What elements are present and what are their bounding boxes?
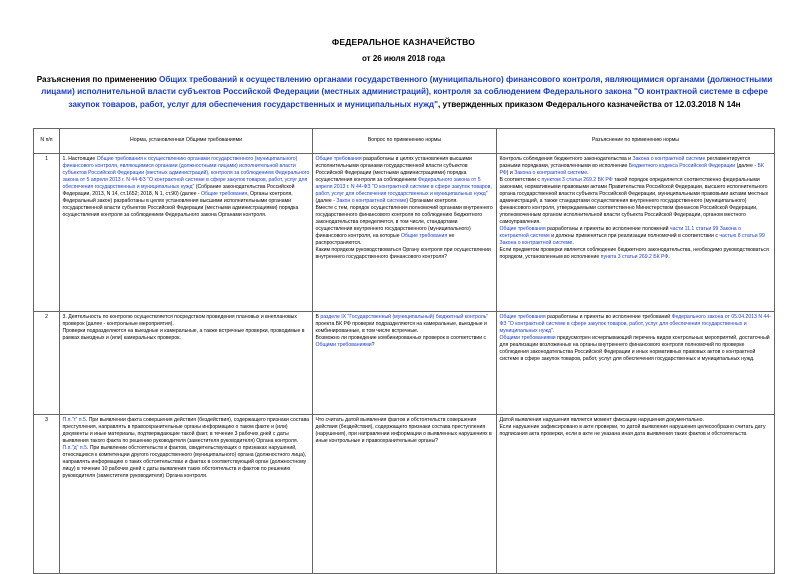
document-link[interactable]: Федерального закона от 5 апреля 2013 г. N 44-ФЗ "О контрактной системе в сфере закупок товаров, работ, услуг для обеспечения государственных и муниципальных нужд" (315, 176, 492, 197)
document-date: от 26 июля 2018 года (361, 54, 446, 63)
table-row (34, 415, 775, 574)
document-link[interactable]: Общие требования (201, 190, 248, 197)
cell-text: разработаны и приняты во исполнение положений (545, 225, 670, 232)
cell-text: разработаны и приняты во исполнение требований (545, 313, 672, 320)
document-link[interactable]: разделе IX "Государственный (муниципальный) бюджетный контроль" (320, 313, 489, 320)
cell-text: и должны применяться при реализации полномочий в соответствии с (549, 233, 720, 240)
cell-text: Каким порядком руководствоваться Органу контроля при осуществлении внутреннего государственного финансового контроля? (315, 247, 491, 261)
cell-text: разработаны в целях установления высшими исполнительными органами государственной власти субъектов Российской Федерации (местными администрациями) порядка осуществления контроля за соблюдением (315, 155, 472, 183)
cell-text: проекта БК РФ проверки подразделяются на камеральные, выездные и комбинированные, в том числе встречные. (315, 320, 487, 334)
table-row (34, 312, 775, 415)
cell-text: , Органы контроля, Федеральный закон) разработаны в целях установления высшими исполнительными органами государственной власти субъектов Российской Федерации (местными администрациями) порядка осуществления контроля за соблюдением Федерального закона Органами контроля. (62, 190, 299, 218)
document-link[interactable]: Общие требования (401, 233, 448, 240)
document-link[interactable]: части 11.1 статьи 99 Закона о контрактной системе (499, 225, 741, 240)
cell-text: Контроль соблюдения бюджетного законодательства и (499, 155, 633, 162)
header-question: Вопрос по применению нормы (313, 129, 497, 154)
document-link[interactable]: П.п."г" п.5 (62, 416, 86, 423)
title-link[interactable]: Общих требований к осуществлению органами государственного (муниципального) финансового контроля, являющимися органами (должностными лицами) исполнительной власти субъектов Российской Федерации (местных администраций), контроля за соблюдением Федерального закона "О контрактной системе в сфере закупок товаров, работ, услуг для обеспечения государственных и муниципальных нужд" (41, 75, 773, 109)
answer-cell (497, 415, 775, 574)
document-link[interactable]: пункта 3 статьи 269.2 БК РФ (600, 254, 669, 261)
cell-text: 3. Деятельность по контролю осуществляется посредством проведения плановых и внеплановых проверок (далее - контрольные мероприятия). (62, 313, 297, 327)
cell-text: Возможно ли проведение комбинированных проверок в соответствии с (315, 334, 487, 341)
cell-text: Вместе с тем, порядок осуществления полномочий органами внутреннего государственного финансового контроля по соблюдению бюджетного законодательства определяется, в том числе, стандартами осуществления внутреннего государственного (муниципального) финансового контроля, на которые (315, 204, 493, 240)
cell-text: ? (371, 341, 375, 348)
header-answer: Разъяснение по применению нормы (497, 129, 775, 154)
question-cell (313, 154, 497, 312)
question-cell (313, 415, 497, 574)
document-link[interactable]: Общие требования к осуществлению органами государственного (муниципального) финансового контроля, являющимися органами (должностными лицами) исполнительной власти субъектов Российской Федерации (местных администраций), контроля за соблюдением Федерального закона от 5 апреля 2013 г. N 44-ФЗ "О контрактной системе в сфере закупок товаров, работ, услуг для обеспечения государственных и муниципальных нужд" (62, 155, 310, 190)
clarification-table (33, 128, 775, 574)
cell-text: 1. Настоящие (62, 155, 97, 162)
cell-text: . (587, 169, 589, 176)
cell-text: . При выявлении факта совершения действия (бездействия), содержащего признаки состава преступления, направлять в правоохранительные органы информацию о таком факте и (или) документы и иные материалы, подтверждающие такой факт, в течение 3 рабочих дней с даты выявления такого факта по решению руководителя (заместителя руководителя) Органа контроля. (62, 416, 310, 444)
cell-text: Если нарушение зафиксировано в акте проверки, то датой выявления нарушения целесообразно считать дату подписания акта проверки, если в акте не указана иная дата выявления таких фактов и обстоятельств. (499, 423, 766, 437)
document-link[interactable]: БК РФ (499, 162, 764, 176)
document-link[interactable]: Закон о контрактной системе (336, 197, 407, 204)
cell-text: . При выявлении обстоятельств и фактов, свидетельствующих о признаках нарушений, относящихся к компетенции другого государственного (муниципального) органа (должностного лица), направлять информацию о таких обстоятельствах и фактах в соответствующий орган (должностному лицу) в течение 10 рабочих дней с даты выявления таких обстоятельств и фактов по решению руководителя (заместителя руководителя) Органа контроля. (62, 444, 307, 479)
answer-cell (497, 312, 775, 415)
cell-text: . (572, 240, 574, 247)
norm-cell (60, 415, 313, 574)
document-link[interactable]: Общие требования (315, 155, 362, 162)
document-link[interactable]: Общими требованиями (315, 341, 372, 348)
cell-text: не распространяются. (315, 233, 455, 247)
title-suffix: , утвержденных приказом Федерального казначейства от 12.03.2018 N 14н (438, 99, 741, 109)
document-link[interactable]: пунктом 3 статьи 269.2 БК РФ (541, 176, 613, 183)
document-link[interactable]: Бюджетного кодекса Российской Федерации (628, 162, 736, 169)
cell-text: Что считать датой выявления фактов и обстоятельств совершения действия (бездействия), содержащего признаки состава преступления (нарушения), при направлении информации о выявленных нарушениях в иные контрольные и правоохранительные органы? (315, 416, 492, 444)
document-link[interactable]: Общие требования (499, 313, 546, 320)
document-link[interactable]: Общими требованиями (499, 334, 556, 341)
cell-text: Датой выявления нарушения является момент фиксации нарушения документально. (499, 416, 704, 423)
cell-text: ) и (506, 169, 515, 176)
document-link[interactable]: Закона о контрактной системе (632, 155, 706, 162)
title-prefix: Разъяснения по применению (36, 75, 159, 84)
cell-text: регламентируется разными порядками, установленными во исполнение (499, 155, 751, 169)
header-number: N п/п (34, 129, 60, 154)
document-link[interactable]: частью 8 статьи 99 Закона о контрактной системе (499, 233, 765, 247)
org-heading: ФЕДЕРАЛЬНОЕ КАЗНАЧЕЙСТВО (331, 37, 476, 47)
cell-text: (далее - (735, 162, 758, 169)
header-norm: Норма, установленная Общими требованиями (60, 129, 313, 154)
cell-text: . (668, 254, 670, 261)
cell-text: В соответствии с (499, 176, 542, 183)
question-cell (313, 312, 497, 415)
cell-text: Проверки подразделяются на выездные и камеральные, а также встречные проверки, проводимые в рамках выездных и (или) камеральных проверок. (62, 327, 305, 341)
cell-text: . (552, 327, 555, 334)
table-row (34, 154, 775, 312)
cell-text: (Собрание законодательства Российской Федерации, 2013, N 14, ст.1652; 2018, N 1, ст.90) (далее - (62, 183, 295, 197)
norm-cell (60, 312, 313, 415)
row-number: 1 (34, 154, 60, 312)
cell-text: предусмотрен исчерпывающий перечень видов контрольных мероприятий, достаточный для реализации возложенных на органы внутреннего финансового контроля полномочий по проверке соблюдения законодательства Российской Федерации и иных нормативных правовых актов о контрактной системе в сфере закупок товаров, работ, услуг для обеспечения государственных и муниципальных нужд. (499, 334, 770, 362)
table-header-row (34, 129, 775, 154)
row-number: 3 (34, 415, 60, 574)
document-link[interactable]: П.п."д" п.5 (62, 444, 87, 451)
norm-cell (60, 154, 313, 312)
row-number: 2 (34, 312, 60, 415)
cell-text: ) Органами контроля. (406, 197, 458, 204)
document-title (32, 74, 777, 111)
document-link[interactable]: Федерального закона от 05.04.2013 N 44-ФЗ "О контрактной системе в сфере закупок товаров, работ, услуг для обеспечения государственных и муниципальных нужд" (499, 313, 771, 334)
cell-text: такой порядок определяется соответственно федеральными законами, нормативными правовыми актами Правительства Российской Федерации, высшего исполнительного органа государственной власти субъекта Российской Федерации, муниципальными правовыми актами местных администраций, а также стандартами осуществления внутреннего государственного (муниципального) финансового контроля, утверждаемыми соответственно Министерством финансов Российской Федерации, уполномоченным органом исполнительной власти субъекта Российской Федерации, органом местного самоуправления. (499, 176, 769, 225)
document-link[interactable]: Общие требования (499, 225, 546, 232)
document-link[interactable]: Закона о контрактной системе (514, 169, 588, 176)
cell-text: (далее - (315, 197, 337, 204)
answer-cell (497, 154, 775, 312)
cell-text: В (315, 313, 321, 320)
cell-text: Если предметом проверки является соблюдение бюджетного законодательства, необходимо руководствоваться порядком, установленным во исполнение (499, 247, 769, 261)
